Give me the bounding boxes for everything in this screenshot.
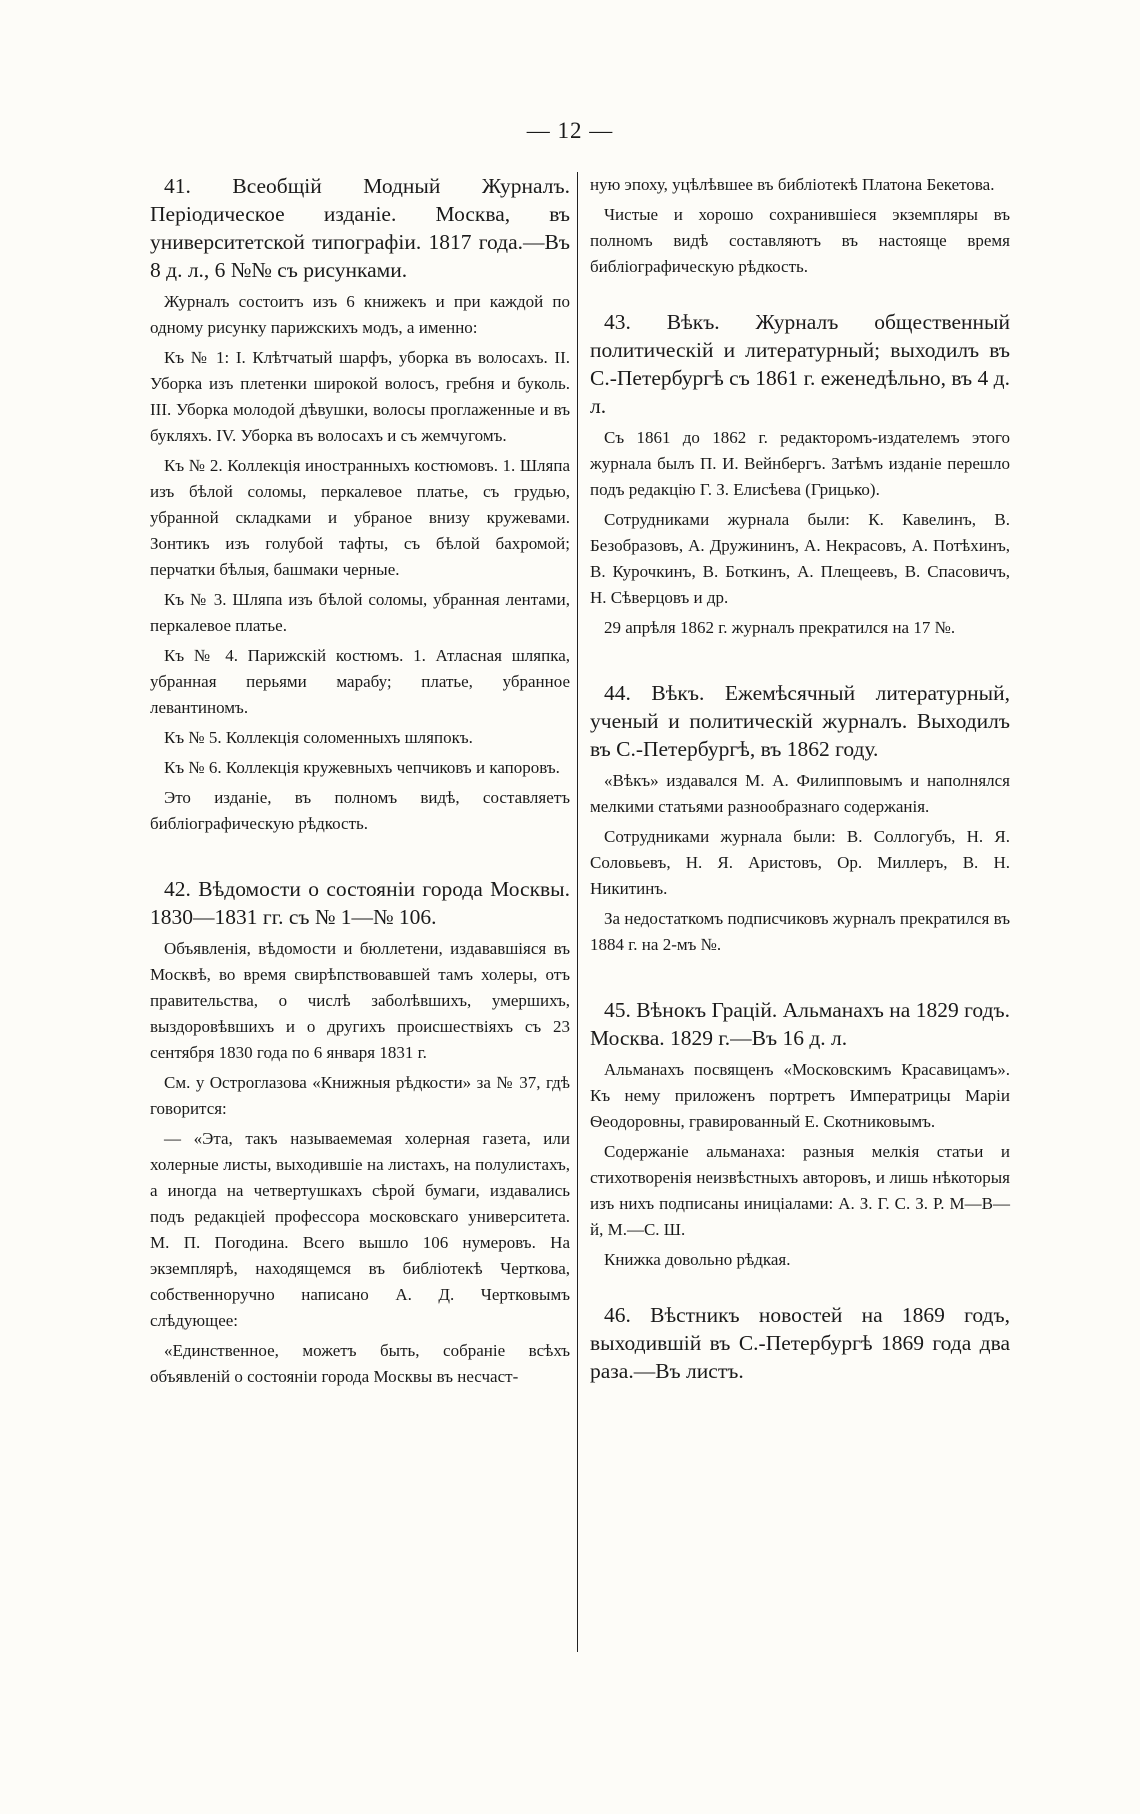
- spacer: [150, 851, 570, 875]
- paragraph: Книжка довольно рѣдкая.: [604, 1250, 791, 1269]
- entry-45: [590, 996, 1010, 1273]
- entry-43-heading: [590, 308, 1010, 420]
- entry-44: [590, 679, 1010, 958]
- entry-number: 42.: [164, 877, 191, 901]
- paragraph: Съ 1861 до 1862 г. редакторомъ-издателемъ этого журнала былъ П. И. Вейнбергъ. Затѣмъ изданіе перешло подъ редакцію Г. З. Елисѣева (Грицько).: [590, 428, 1010, 499]
- paragraph: ную эпоху, уцѣлѣвшее въ библіотекѣ Платона Бекетова.: [590, 175, 995, 194]
- right-column: [590, 172, 1010, 1399]
- paragraph: Къ № 3. Шляпа изъ бѣлой соломы, убранная лентами, перкалевое платье.: [150, 590, 570, 635]
- left-column: [150, 172, 570, 1404]
- entry-42-continued: [590, 172, 1010, 280]
- two-column-body: [150, 172, 1030, 1672]
- entry-title: Вѣстникъ новостей на 1869 годъ, выходившій въ С.-Петербургѣ 1869 года два раза.—Въ листъ.: [590, 1303, 1010, 1383]
- entry-number: 45.: [604, 998, 631, 1022]
- paragraph: Къ № 5. Коллекція соломенныхъ шляпокъ.: [164, 728, 473, 747]
- paragraph: Къ № 1: I. Клѣтчатый шарфъ, уборка въ волосахъ. II. Уборка изъ плетенки широкой волосъ, гребня и буколь. III. Уборка молодой дѣвушки, волосы проглаженные и въ букляхъ. IV. Уборка въ волосахъ и съ жемчугомъ.: [150, 348, 570, 445]
- entry-number: 41.: [164, 174, 191, 198]
- entry-41: [150, 172, 570, 837]
- paragraph: 29 апрѣля 1862 г. журналъ прекратился на 17 №.: [604, 618, 956, 637]
- paragraph: Сотрудниками журнала были: К. Кавелинъ, В. Безобразовъ, А. Дружининъ, А. Некрасовъ, А. Потѣхинъ, В. Курочкинъ, В. Боткинъ, А. Плещеевъ, В. Спасовичъ, Н. Сѣверцовъ и др.: [590, 510, 1010, 607]
- entry-46: [590, 1301, 1010, 1385]
- entry-title: Вѣкъ. Журналъ общественный политическій и литературный; выходилъ въ С.-Петербургѣ съ 1861 г. еженедѣльно, въ 4 д. л.: [590, 310, 1010, 418]
- entry-title: Всеобщій Модный Журналъ. Періодическое изданіе. Москва, въ университетской типографіи. 1817 года.—Въ 8 д. л., 6 №№ съ рисунками.: [150, 174, 571, 282]
- entry-title: Вѣкъ. Ежемѣсячный литературный, ученый и политическій журналъ. Выходилъ въ С.-Петербургѣ, въ 1862 году.: [590, 681, 1010, 761]
- column-divider: [577, 172, 578, 1652]
- paragraph: Содержаніе альманаха: разныя мелкія статьи и стихотворенія неизвѣстныхъ авторовъ, и лишь нѣкоторыя изъ нихъ подписаны иниціалами: А. З. Г. С. З. Р. М—В—й, М.—С. Ш.: [590, 1142, 1010, 1239]
- paragraph: Къ № 2. Коллекція иностранныхъ костюмовъ. 1. Шляпа изъ бѣлой соломы, перкалевое платье, съ грудью, убранной складками и убраное внизу кружевами. Зонтикъ изъ голубой тафты, съ бѣлой бахромой; перчатки бѣлыя, башмаки черные.: [150, 456, 570, 579]
- paragraph: — «Эта, такъ называемемая холерная газета, или холерные листы, выходившіе на листахъ, на полулистахъ, а иногда на четвертушкахъ сѣрой бумаги, издавались подъ редакціей профессора московскаго университета. М. П. Погодина. Всего вышло 106 нумеровъ. На экземплярѣ, находящемся въ библіотекѣ Черткова, собственноручно написано А. Д. Чертковымъ слѣдующее:: [150, 1129, 570, 1330]
- spacer: [590, 294, 1010, 308]
- entry-45-heading: [590, 996, 1010, 1052]
- paragraph: См. у Остроглазова «Книжныя рѣдкости» за № 37, гдѣ говорится:: [150, 1073, 570, 1118]
- spacer: [590, 1287, 1010, 1301]
- entry-number: 44.: [604, 681, 631, 705]
- page-number: — 12 —: [526, 118, 614, 143]
- paragraph: «Вѣкъ» издавался М. А. Филипповымъ и наполнялся мелкими статьями разнообразнаго содержанія.: [590, 771, 1010, 816]
- entry-42-heading: [150, 875, 570, 931]
- paragraph: Сотрудниками журнала были: В. Соллогубъ, Н. Я. Соловьевъ, Н. Я. Аристовъ, Ор. Миллеръ, В. Н. Никитинъ.: [590, 827, 1010, 898]
- entry-46-heading: [590, 1301, 1010, 1385]
- entry-44-heading: [590, 679, 1010, 763]
- entry-number: 43.: [604, 310, 631, 334]
- spacer: [590, 655, 1010, 679]
- paragraph: Къ № 4. Парижскій костюмъ. 1. Атласная шляпка, убранная перьями марабу; платье, убранное левантиномъ.: [150, 646, 570, 717]
- entry-42: [150, 875, 570, 1390]
- paragraph: Объявленія, вѣдомости и бюллетени, издававшіяся въ Москвѣ, во время свирѣпствовавшей тамъ холеры, отъ правительства, о числѣ заболѣвшихъ, умершихъ, выздоровѣвшихъ и о другихъ происшествіяхъ съ 23 сентября 1830 года по 6 января 1831 г.: [150, 939, 570, 1062]
- paragraph: За недостаткомъ подписчиковъ журналъ прекратился въ 1884 г. на 2-мъ №.: [590, 909, 1010, 954]
- paragraph: Альманахъ посвященъ «Московскимъ Красавицамъ». Къ нему приложенъ портретъ Императрицы Маріи Ѳеодоровны, гравированный Е. Скотниковымъ.: [590, 1060, 1010, 1131]
- paragraph: «Единственное, можетъ быть, собраніе всѣхъ объявленій о состояніи города Москвы въ несчаст-: [150, 1341, 570, 1386]
- paragraph: Это изданіе, въ полномъ видѣ, составляетъ библіографическую рѣдкость.: [150, 788, 570, 833]
- entry-41-heading: [150, 172, 570, 284]
- spacer: [590, 972, 1010, 996]
- entry-title: Вѣдомости о состояніи города Москвы. 1830—1831 гг. съ № 1—№ 106.: [150, 877, 570, 929]
- paragraph: Журналъ состоитъ изъ 6 книжекъ и при каждой по одному рисунку парижскихъ модъ, а именно:: [150, 292, 570, 337]
- paragraph: Чистые и хорошо сохранившіеся экземпляры въ полномъ видѣ составляютъ въ настояще время библіографическую рѣдкость.: [590, 205, 1010, 276]
- paragraph: Къ № 6. Коллекція кружевныхъ чепчиковъ и капоровъ.: [164, 758, 560, 777]
- entry-title: Вѣнокъ Грацій. Альманахъ на 1829 годъ. Москва. 1829 г.—Въ 16 д. л.: [590, 998, 1010, 1050]
- entry-43: [590, 308, 1010, 641]
- entry-number: 46.: [604, 1303, 631, 1327]
